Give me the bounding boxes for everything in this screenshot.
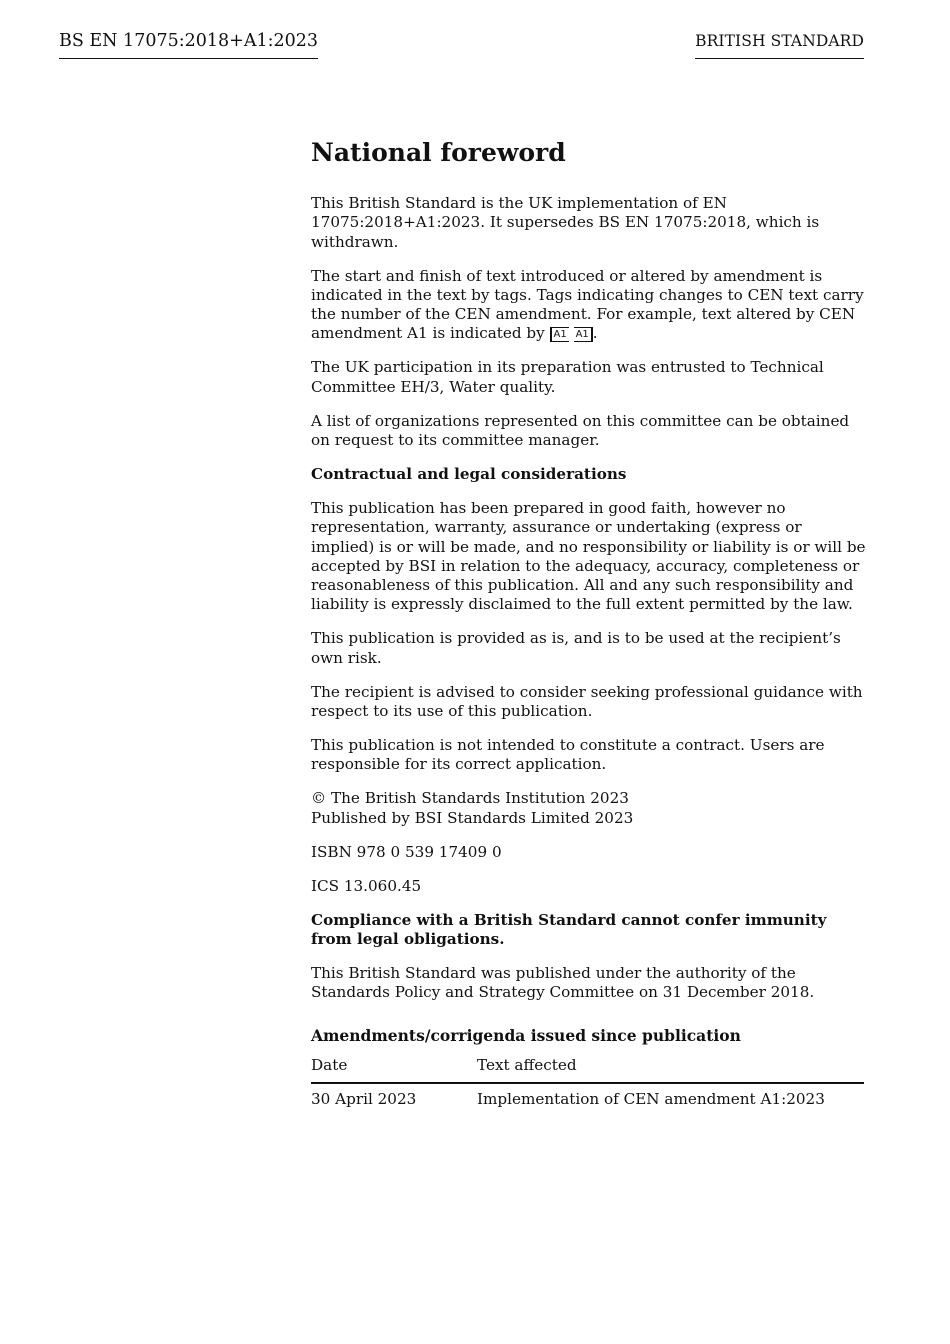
paragraph-not-contract: This publication is not intended to constitute a contract. Users are responsible for its correct application. [311,736,825,774]
header-doc-id: BS EN 17075:2018+A1:2023 [59,30,318,59]
column-header-text-affected: Text affected [477,1056,864,1083]
compliance-statement: Compliance with a British Standard cannot confer immunity from legal obligations. [311,910,827,948]
paragraph-organizations: A list of organizations represented on this committee can be obtained on request to its committee manager. [311,411,850,450]
amendment-date: 30 April 2023 [311,1090,417,1109]
amendment-close-tag-icon: A1 [574,327,593,342]
copyright-block [311,789,866,828]
isbn: ISBN 978 0 539 17409 0 [311,842,502,861]
paragraph-participation: The UK participation in its preparation was entrusted to Technical Committee EH/3, Water quality. [311,358,824,396]
amendment-text-affected: Implementation of CEN amendment A1:2023 [477,1090,825,1109]
paragraph-authority: This British Standard was published under the authority of the Standards Policy and Strategy Committee on 31 December 2018. [311,963,815,1002]
paragraph-own-risk: This publication is provided as is, and is to be used at the recipient’s own risk. [311,629,841,667]
foreword-content [311,137,866,1109]
ics: ICS 13.060.45 [311,876,422,895]
table-row [311,1083,864,1109]
amendments-header-row [311,1056,864,1083]
column-header-date: Date [311,1056,477,1083]
paragraph-guidance: The recipient is advised to consider seeking professional guidance with respect to its use of this publication. [311,682,863,721]
amendment-tags-text: The start and finish of text introduced or altered by amendment is indicated in the text by tags. Tags indicating changes to CEN text carry the number of the CEN amendment. For example, text altered by CEN amendment A1 is indicated by [311,266,864,343]
amendments-title: Amendments/corrigenda issued since publication [311,1026,741,1046]
page-title: National foreword [311,138,566,167]
paragraph-good-faith: This publication has been prepared in good faith, however no representation, warranty, assurance or undertaking (express or implied) is or will be made, and no responsibility or liability is or will be accepted by BSI in relation to the adequacy, accuracy, completeness or reasonableness of this publication. All and any such responsibility and liability is expressly disclaimed to the full extent permitted by the law. [311,499,866,614]
amendment-tags-end: . [592,324,598,343]
amendment-open-tag-icon: A1 [550,327,569,342]
paragraph-implementation: This British Standard is the UK implementation of EN 17075:2018+A1:2023. It supersedes BS EN 17075:2018, which is withdrawn. [311,194,820,251]
copyright-line: © The British Standards Institution 2023 [311,789,629,808]
header-series: BRITISH STANDARD [695,30,864,59]
contractual-heading: Contractual and legal considerations [311,465,627,484]
amendments-table [311,1056,864,1109]
paragraph-amendment-tags [311,267,866,344]
published-line: Published by BSI Standards Limited 2023 [311,808,634,827]
